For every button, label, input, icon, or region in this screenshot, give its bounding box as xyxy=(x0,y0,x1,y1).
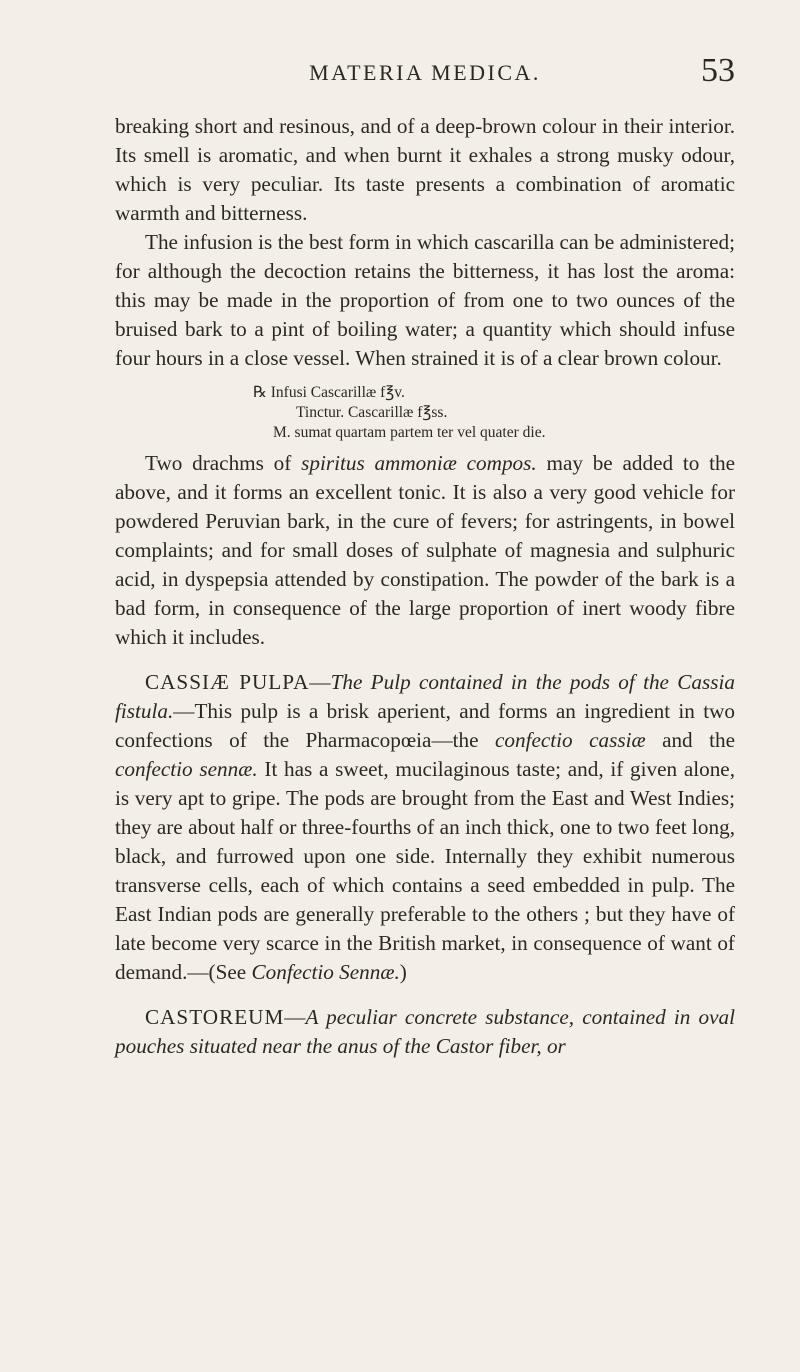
castoreum-italic-text: A peculiar concrete substance, contained in oval pouches situated near the anus of the Castor fiber, or xyxy=(115,1005,735,1058)
paragraph-additions xyxy=(115,449,735,652)
para3-rest: may be added to the above, and it forms an excellent tonic. It is also a very good vehicle for powdered Peruvian bark, in the cure of fevers; for astringents, in bowel complaints; and for small doses of sulphate of magnesia and sulphuric acid, in dyspepsia attended by constipation. The powder of the bark is a bad form, in consequence of the large proportion of inert woody fibre which it includes. xyxy=(115,451,735,649)
cassia-italic-conf1: confectio cassiæ xyxy=(494,728,646,752)
cassia-italic-see: Confectio Sennæ. xyxy=(251,960,400,984)
cassia-text-3: It has a sweet, mucilaginous taste; and, if given alone, is very apt to gripe. The pods are brought from the East and West Indies; they are about half or three-fourths of an inch thick, one to two feet long, black, and furrowed upon one side. Internally they exhibit numerous transverse cells, each of which contains a seed embedded in pulp. The East Indian pods are generally preferable to the others ; but they have of late become very scarce in the British market, in consequence of want of demand.—(See xyxy=(115,757,735,984)
entry-heading-cassia: CASSIÆ PULPA xyxy=(145,670,310,694)
cassia-dash: — xyxy=(309,670,331,694)
paragraph-infusion: The infusion is the best form in which cascarilla can be administered; for although the decoction retains the bitterness, it has lost the aroma: this may be made in the proportion of from one to two ounces of the bruised bark to a pint of boiling water; a quantity which should infuse four hours in a close vessel. When strained it is of a clear brown colour. xyxy=(115,230,735,370)
entry-castoreum xyxy=(115,1003,735,1061)
prescription-line-3: M. sumat quartam partem ter vel quater die. xyxy=(273,424,546,441)
running-title: MATERIA MEDICA. xyxy=(309,60,541,85)
entry-heading-castoreum: CASTOREUM xyxy=(145,1005,285,1029)
cassia-text-2: and the xyxy=(645,728,735,752)
prescription-line-1: ℞ Infusi Cascarillæ f℥v. xyxy=(253,384,405,401)
page-body xyxy=(115,112,735,1061)
castoreum-dash: — xyxy=(284,1005,306,1029)
prescription-line-2: Tinctur. Cascarillæ f℥ss. xyxy=(296,404,448,421)
page-header xyxy=(115,52,735,96)
prescription-formula xyxy=(115,383,735,443)
cassia-text-4: ) xyxy=(399,960,407,984)
cassia-text-1: —This pulp is a brisk aperient, and forms an ingredient in two confections of the Pharmacopœia—the xyxy=(115,699,735,752)
cassia-italic-title: The Pulp contained in the pods of the Cassia fistula. xyxy=(115,670,735,723)
entry-cassiae-pulpa xyxy=(115,668,735,987)
paragraph-continued: breaking short and resinous, and of a deep-brown colour in their interior. Its smell is aromatic, and when burnt it exhales a strong musky odour, which is very peculiar. Its taste presents a combination of aromatic warmth and bitterness. xyxy=(115,114,735,225)
page-number: 53 xyxy=(701,52,735,89)
para3-lead: Two drachms of xyxy=(145,451,302,475)
para3-italic: spiritus ammoniæ compos. xyxy=(301,451,537,475)
cassia-italic-conf2: confectio sennæ. xyxy=(115,757,258,781)
